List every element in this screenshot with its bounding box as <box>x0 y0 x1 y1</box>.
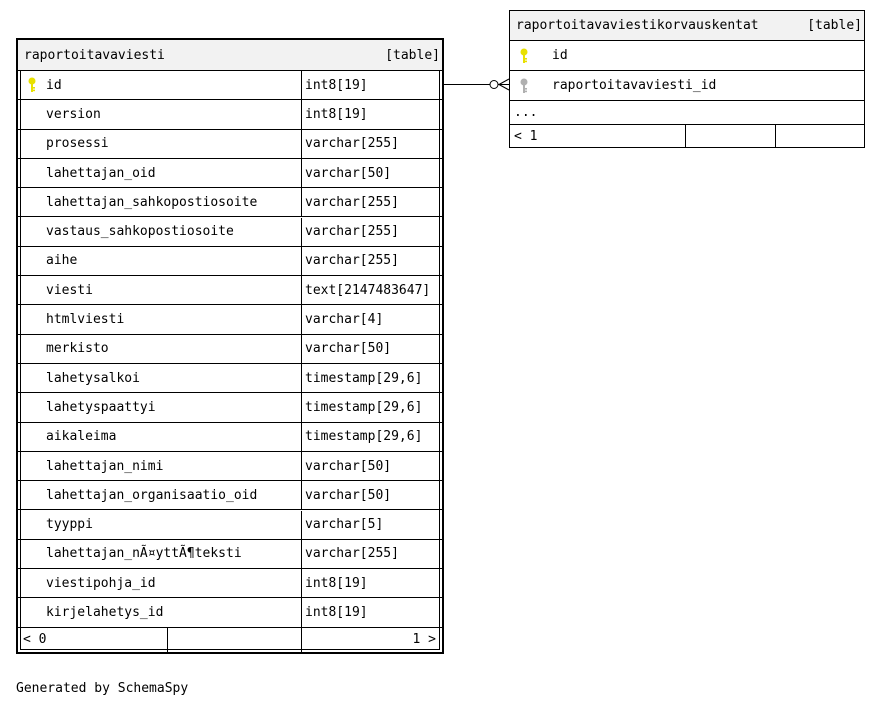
crowfoot-icon <box>499 79 509 85</box>
column-row[interactable] <box>510 71 864 101</box>
column-type: varchar[255] <box>305 136 399 152</box>
column-row[interactable] <box>18 100 442 129</box>
column-name: lahetyspaattyi <box>46 399 156 415</box>
column-row[interactable] <box>18 540 442 569</box>
column-name: id <box>552 48 568 63</box>
column-row[interactable] <box>18 159 442 188</box>
column-type: int8[19] <box>305 575 368 591</box>
more-columns-row <box>510 101 864 125</box>
column-row[interactable] <box>18 305 442 334</box>
column-row[interactable] <box>18 71 442 100</box>
column-row[interactable] <box>18 393 442 422</box>
column-type: varchar[255] <box>305 253 399 269</box>
table-raportoitavaviestikorvauskentat[interactable] <box>509 10 865 148</box>
column-name: lahettajan_nÃ¤yttÃ¶teksti <box>46 546 242 562</box>
column-row[interactable] <box>18 335 442 364</box>
column-type: int8[19] <box>305 106 368 122</box>
column-row[interactable] <box>18 481 442 510</box>
column-row[interactable] <box>18 364 442 393</box>
primary-key-icon <box>519 41 529 70</box>
column-name: prosessi <box>46 136 109 152</box>
table-header <box>510 11 864 41</box>
column-row[interactable] <box>18 452 442 481</box>
column-name: kirjelahetys_id <box>46 605 164 621</box>
foreign-key-icon <box>519 71 529 100</box>
column-name: viesti <box>46 282 93 298</box>
column-name: raportoitavaviesti_id <box>552 78 717 93</box>
children-count: < 1 <box>514 129 538 144</box>
column-row[interactable] <box>18 247 442 276</box>
table-header <box>18 40 442 71</box>
column-type: timestamp[29,6] <box>305 429 423 445</box>
primary-key-icon <box>27 71 37 99</box>
column-type: text[2147483647] <box>305 282 431 298</box>
column-name: tyyppi <box>46 517 93 533</box>
column-row[interactable] <box>18 569 442 598</box>
column-name: aihe <box>46 253 78 269</box>
column-row[interactable] <box>18 598 442 627</box>
column-type: varchar[50] <box>305 458 392 474</box>
generated-by-footer: Generated by SchemaSpy <box>16 681 189 696</box>
column-row[interactable] <box>510 41 864 71</box>
parents-count: 1 > <box>412 632 436 647</box>
column-row[interactable] <box>18 423 442 452</box>
zero-cardinality-icon <box>490 81 498 89</box>
table-footer <box>18 627 442 652</box>
column-row[interactable] <box>18 276 442 305</box>
column-type: varchar[50] <box>305 341 392 357</box>
column-type: timestamp[29,6] <box>305 370 423 386</box>
column-type: varchar[5] <box>305 517 384 533</box>
column-name: lahettajan_oid <box>46 165 156 181</box>
column-type: varchar[255] <box>305 546 399 562</box>
column-type: int8[19] <box>305 605 368 621</box>
column-name: merkisto <box>46 341 109 357</box>
column-type: varchar[50] <box>305 487 392 503</box>
children-count: < 0 <box>23 632 47 647</box>
column-name: vastaus_sahkopostiosoite <box>46 224 234 240</box>
table-footer <box>510 125 864 148</box>
column-name: lahetysalkoi <box>46 370 140 386</box>
more-columns-indicator: ... <box>514 105 538 120</box>
column-type: timestamp[29,6] <box>305 399 423 415</box>
column-row[interactable] <box>18 218 442 247</box>
column-name: lahettajan_nimi <box>46 458 164 474</box>
table-name: raportoitavaviesti <box>24 47 165 63</box>
column-name: viestipohja_id <box>46 575 156 591</box>
column-type: varchar[4] <box>305 312 384 328</box>
column-name: id <box>46 77 62 93</box>
column-name: aikaleima <box>46 429 117 445</box>
column-name: lahettajan_sahkopostiosoite <box>46 194 258 210</box>
column-type: varchar[255] <box>305 194 399 210</box>
column-row[interactable] <box>18 130 442 159</box>
table-kind: [table] <box>385 47 440 63</box>
table-name: raportoitavaviestikorvauskentat <box>516 18 759 33</box>
column-row[interactable] <box>18 511 442 540</box>
column-type: int8[19] <box>305 77 368 93</box>
table-kind: [table] <box>807 18 862 33</box>
column-name: version <box>46 106 101 122</box>
column-name: htmlviesti <box>46 312 125 328</box>
table-raportoitavaviesti[interactable] <box>16 38 444 654</box>
column-type: varchar[50] <box>305 165 392 181</box>
column-name: lahettajan_organisaatio_oid <box>46 487 258 503</box>
column-type: varchar[255] <box>305 224 399 240</box>
column-row[interactable] <box>18 188 442 217</box>
